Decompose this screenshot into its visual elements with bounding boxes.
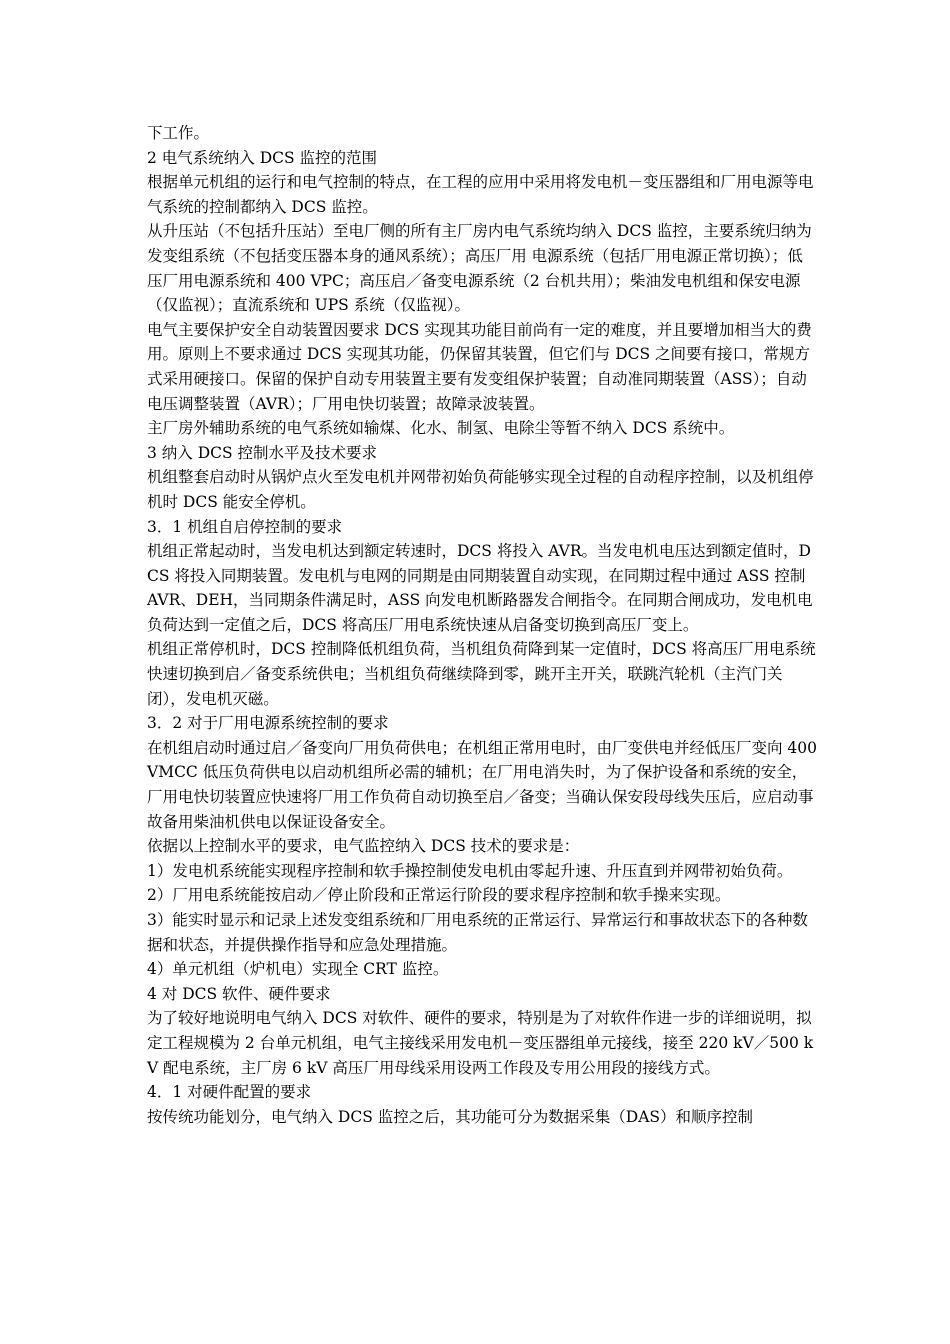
document-body — [147, 121, 817, 1129]
section-heading-3: 3 纳入 DCS 控制水平及技术要求 — [147, 443, 378, 462]
paragraph: 按传统功能划分，电气纳入 DCS 监控之后，其功能可分为数据采集（DAS）和顺序控制 — [147, 1107, 754, 1126]
section-heading-4: 4 对 DCS 软件、硬件要求 — [147, 984, 331, 1003]
paragraph: 电气主要保护安全自动装置因要求 DCS 实现其功能目前尚有一定的难度，并且要增加相当大的费用。原则上不要求通过 DCS 实现其功能，仍保留其装置，但它们与 DCS 之间要有接口，常规方式采用硬接口。保留的保护自动专用装置主要有发变组保护装置；自动准同期装置（ASS）；自动电压调整装置（AVR）；厂用电快切装置；故障录波装置。 — [147, 320, 812, 413]
paragraph: 机组整套启动时从锅炉点火至发电机并网带初始负荷能够实现全过程的自动程序控制，以及机组停机时 DCS 能安全停机。 — [147, 468, 814, 511]
paragraph: 在机组启动时通过启／备变向厂用负荷供电；在机组正常用电时，由厂变供电并经低压厂变向 400VMCC 低压负荷供电以启动机组所必需的辅机；在厂用电消失时，为了保护设备和系统的安全，厂用电快切装置应快速将厂用工作负荷自动切换至启／备变；当确认保安段母线失压后，应启动事故备用柴油机供电以保证设备安全。 — [147, 738, 818, 831]
paragraph: 依据以上控制水平的要求，电气监控纳入 DCS 技术的要求是： — [147, 837, 580, 856]
paragraph-continuation: 下工作。 — [147, 124, 210, 142]
list-item: 1）发电机系统能实现程序控制和软手操控制使发电机由零起升速、升压直到并网带初始负荷。 — [147, 861, 793, 880]
subsection-heading-4-1: 4．1 对硬件配置的要求 — [147, 1083, 312, 1102]
subsection-heading-3-2: 3．2 对于厂用电源系统控制的要求 — [147, 714, 389, 733]
subsection-heading-3-1: 3．1 机组自启停控制的要求 — [147, 517, 343, 536]
paragraph: 主厂房外辅助系统的电气系统如输煤、化水、制氢、电除尘等暂不纳入 DCS 系统中。 — [147, 419, 735, 438]
list-item: 3）能实时显示和记录上述发变组系统和厂用电系统的正常运行、异常运行和事故状态下的各种数据和状态，并提供操作指导和应急处理措施。 — [147, 911, 808, 954]
paragraph: 机组正常起动时，当发电机达到额定转速时，DCS 将投入 AVR。当发电机电压达到额定值时，DCS 将投入同期装置。发电机与电网的同期是由同期装置自动实现，在同期过程中通过 ASS 控制 AVR、DEH，当同期条件满足时，ASS 向发电机断路器发合闸指令。在同期合闸成功，发电机电负荷达到一定值之后，DCS 将高压厂用电系统快速从启备变切换到高压厂变上。 — [147, 542, 813, 634]
list-item: 4）单元机组（炉机电）实现全 CRT 监控。 — [147, 960, 449, 979]
paragraph: 为了较好地说明电气纳入 DCS 对软件、硬件的要求，特别是为了对软件作进一步的详细说明，拟定工程规模为 2 台单元机组，电气主接线采用发电机－变压器组单元接线，接至 220 kV／500 kV 配电系统，主厂房 6 kV 高压厂用母线采用设两工作段及专用公用段的接线方式。 — [147, 1009, 814, 1077]
paragraph: 根据单元机组的运行和电气控制的特点，在工程的应用中采用将发电机－变压器组和厂用电源等电气系统的控制都纳入 DCS 监控。 — [147, 173, 814, 216]
section-heading-2: 2 电气系统纳入 DCS 监控的范围 — [147, 148, 378, 167]
paragraph: 从升压站（不包括升压站）至电厂侧的所有主厂房内电气系统均纳入 DCS 监控，主要系统归纳为发变组系统（不包括变压器本身的通风系统）；高压厂用 电源系统（包括厂用电源正常切换）；低压厂用电源系统和 400 VPC；高压启／备变电源系统（2 台机共用）；柴油发电机组和保安电源（仅监视）；直流系统和 UPS 系统（仅监视）。 — [147, 222, 812, 315]
list-item: 2）厂用电系统能按启动／停止阶段和正常运行阶段的要求程序控制和软手操来实现。 — [147, 886, 731, 905]
paragraph: 机组正常停机时，DCS 控制降低机组负荷，当机组负荷降到某一定值时，DCS 将高压厂用电系统快速切换到启／备变系统供电；当机组负荷继续降到零，跳开主开关，联跳汽轮机（主汽门关闭），发电机灭磁。 — [147, 640, 816, 708]
